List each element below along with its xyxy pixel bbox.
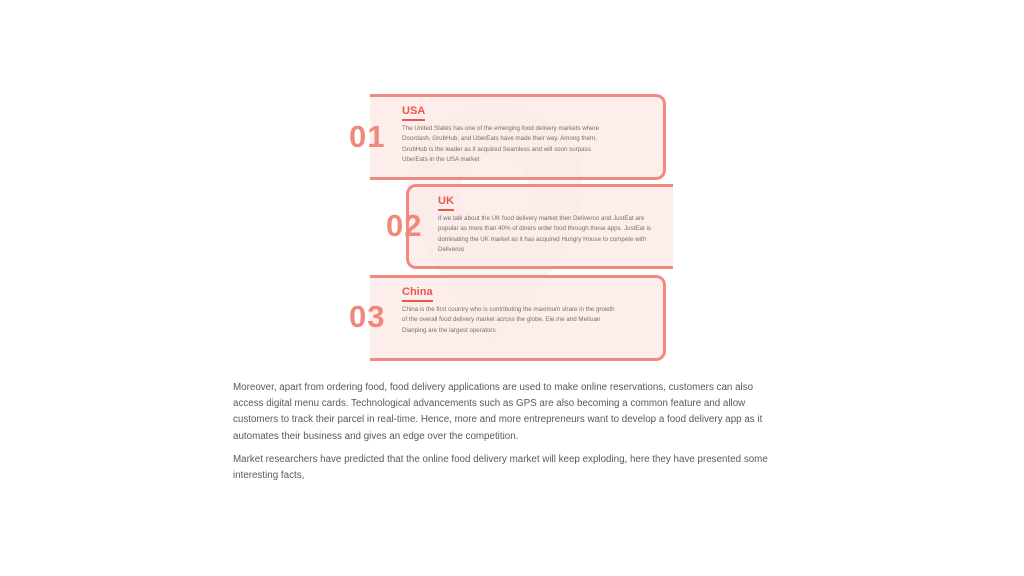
item-description: If we talk about the UK food delivery market then Deliveroo and JustEat are popular as more than 40% of diners order food through these apps. JustEat is dominating the UK market as it has acquired Hungry House to compete with Deliveroo [438,215,651,254]
article-paragraph: Market researchers have predicted that the online food delivery market will keep exploding, here they have presented some interesting facts, [233,453,768,482]
item-number: 01 [349,119,386,154]
article-paragraph: Moreover, apart from ordering food, food delivery applications are used to make online reservations, customers can also access digital menu cards. Technological advancements such as GPS are also becoming a common feature and allow customers to track their parcel in real-time. Hence, more and more entrepreneurs want to develop a food delivery app as it automates their business and gives an edge over the competition. [233,382,763,442]
item-number: 03 [349,299,386,334]
item-number: 02 [386,208,423,243]
item-description: China is the first country who is contributing the maximum share in the growth of the overall food delivery market across the globe. Ele.me and Meituan Dianping are the largest operators [402,306,615,334]
food-delivery-infographic [340,88,680,368]
item-title: UK [438,195,454,211]
item-description: The United States has one of the emerging food delivery markets where Doordash, GrubHub, and UberEats have made their way. Among them, GrubHub is the leader as it acquired Seamless and will soon surpass UberEats in the USA market [402,125,600,164]
item-title: USA [402,105,425,121]
article-body [233,380,773,491]
item-title: China [402,286,433,302]
